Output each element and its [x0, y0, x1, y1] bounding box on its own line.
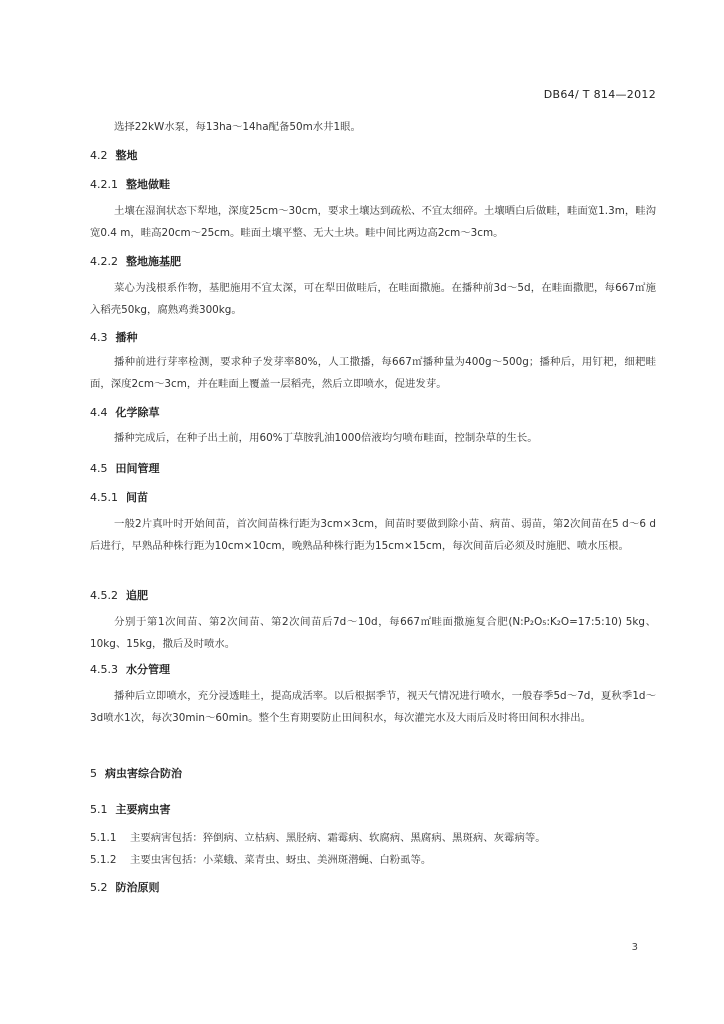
heading-4-4	[90, 404, 160, 420]
heading-4-5-3	[90, 661, 170, 677]
heading-number: 4.4	[90, 406, 108, 419]
paragraph-intro: 选择22kW水泵，每13ha～14ha配备50m水井1眼。	[114, 121, 361, 133]
list-item-5-1-1	[90, 829, 656, 844]
heading-number: 5	[90, 767, 97, 780]
heading-4-2-1	[90, 176, 170, 192]
heading-number: 4.5.3	[90, 663, 118, 676]
paragraph-4-2-2: 菜心为浅根系作物，基肥施用不宜太深，可在犁田做畦后，在畦面撒施。在播种前3d～5d，在畦面撒肥，每667㎡施入稻壳50kg，腐熟鸡粪300kg。	[90, 282, 656, 316]
heading-number: 4.2.2	[90, 255, 118, 268]
heading-title: 整地做畦	[126, 178, 170, 191]
heading-number: 5.2	[90, 881, 108, 894]
heading-number: 4.5	[90, 462, 108, 475]
heading-4-2-2	[90, 253, 181, 269]
standard-code: DB64/ T 814—2012	[543, 88, 656, 101]
paragraph-4-5-1: 一般2片真叶时开始间苗，首次间苗株行距为3cm×3cm，间苗时要做到除小苗、病苗、弱苗，第2次间苗在5 d～6 d后进行，早熟品种株行距为10cm×10cm，晚熟品种株行距为15cm×15cm，每次间苗后必须及时施肥、喷水压根。	[90, 518, 656, 552]
heading-number: 4.2	[90, 149, 108, 162]
heading-5-1	[90, 801, 171, 817]
heading-number: 5.1	[90, 803, 108, 816]
item-number: 5.1.1	[90, 832, 117, 844]
heading-title: 水分管理	[126, 663, 170, 676]
paragraph-4-5-2: 分别于第1次间苗、第2次间苗、第2次间苗后7d～10d，每667㎡畦面撒施复合肥(N:P₂O₅:K₂O=17:5:10) 5kg、10kg、15kg，撒后及时喷水。	[90, 616, 656, 650]
heading-title: 整地施基肥	[126, 255, 181, 268]
paragraph-4-5-3: 播种后立即喷水，充分浸透畦土，提高成活率。以后根据季节，视天气情况进行喷水，一般春季5d～7d，夏秋季1d～3d喷水1次，每次30min～60min。整个生育期要防止田间积水，每次灌完水及大雨后及时将田间积水排出。	[90, 690, 656, 724]
heading-title: 田间管理	[115, 462, 160, 475]
heading-4-2	[90, 147, 138, 163]
paragraph-4-2-1: 土壤在湿润状态下犁地，深度25cm～30cm，要求土壤达到疏松、不宜太细碎。土壤晒白后做畦，畦面宽1.3m，畦沟宽0.4 m，畦高20cm～25cm。畦面土壤平整、无大土块。畦中间比两边高2cm～3cm。	[90, 205, 656, 239]
heading-title: 播种	[115, 331, 138, 344]
paragraph-4-4: 播种完成后，在种子出土前，用60%丁草胺乳油1000倍液均匀喷布畦面，控制杂草的生长。	[114, 432, 538, 444]
heading-5-2	[90, 879, 160, 895]
heading-4-5	[90, 460, 160, 476]
heading-number: 4.2.1	[90, 178, 118, 191]
list-item-5-1-2	[90, 851, 656, 866]
heading-5	[90, 765, 182, 781]
heading-title: 主要病虫害	[115, 803, 171, 816]
page-number: 3	[631, 942, 638, 953]
item-text: 主要虫害包括：小菜蛾、菜青虫、蚜虫、美洲斑潜蝇、白粉虱等。	[130, 854, 432, 866]
heading-title: 防治原则	[115, 881, 160, 894]
heading-title: 病虫害综合防治	[105, 767, 182, 780]
heading-number: 4.3	[90, 331, 108, 344]
heading-title: 整地	[115, 149, 138, 162]
item-text: 主要病害包括：猝倒病、立枯病、黑胫病、霜霉病、软腐病、黑腐病、黑斑病、灰霉病等。	[130, 832, 546, 844]
paragraph-4-3: 播种前进行芽率检测，要求种子发芽率80%，人工撒播，每667㎡播种量为400g～500g；播种后，用钉耙，细耙畦面，深度2cm～3cm，并在畦面上覆盖一层稻壳，然后立即喷水，促进发芽。	[90, 356, 656, 390]
heading-number: 4.5.1	[90, 491, 118, 504]
heading-title: 间苗	[126, 491, 148, 504]
heading-title: 追肥	[126, 589, 148, 602]
heading-title: 化学除草	[115, 406, 160, 419]
heading-4-3	[90, 329, 138, 345]
heading-4-5-2	[90, 587, 148, 603]
heading-number: 4.5.2	[90, 589, 118, 602]
item-number: 5.1.2	[90, 854, 117, 866]
heading-4-5-1	[90, 489, 148, 505]
